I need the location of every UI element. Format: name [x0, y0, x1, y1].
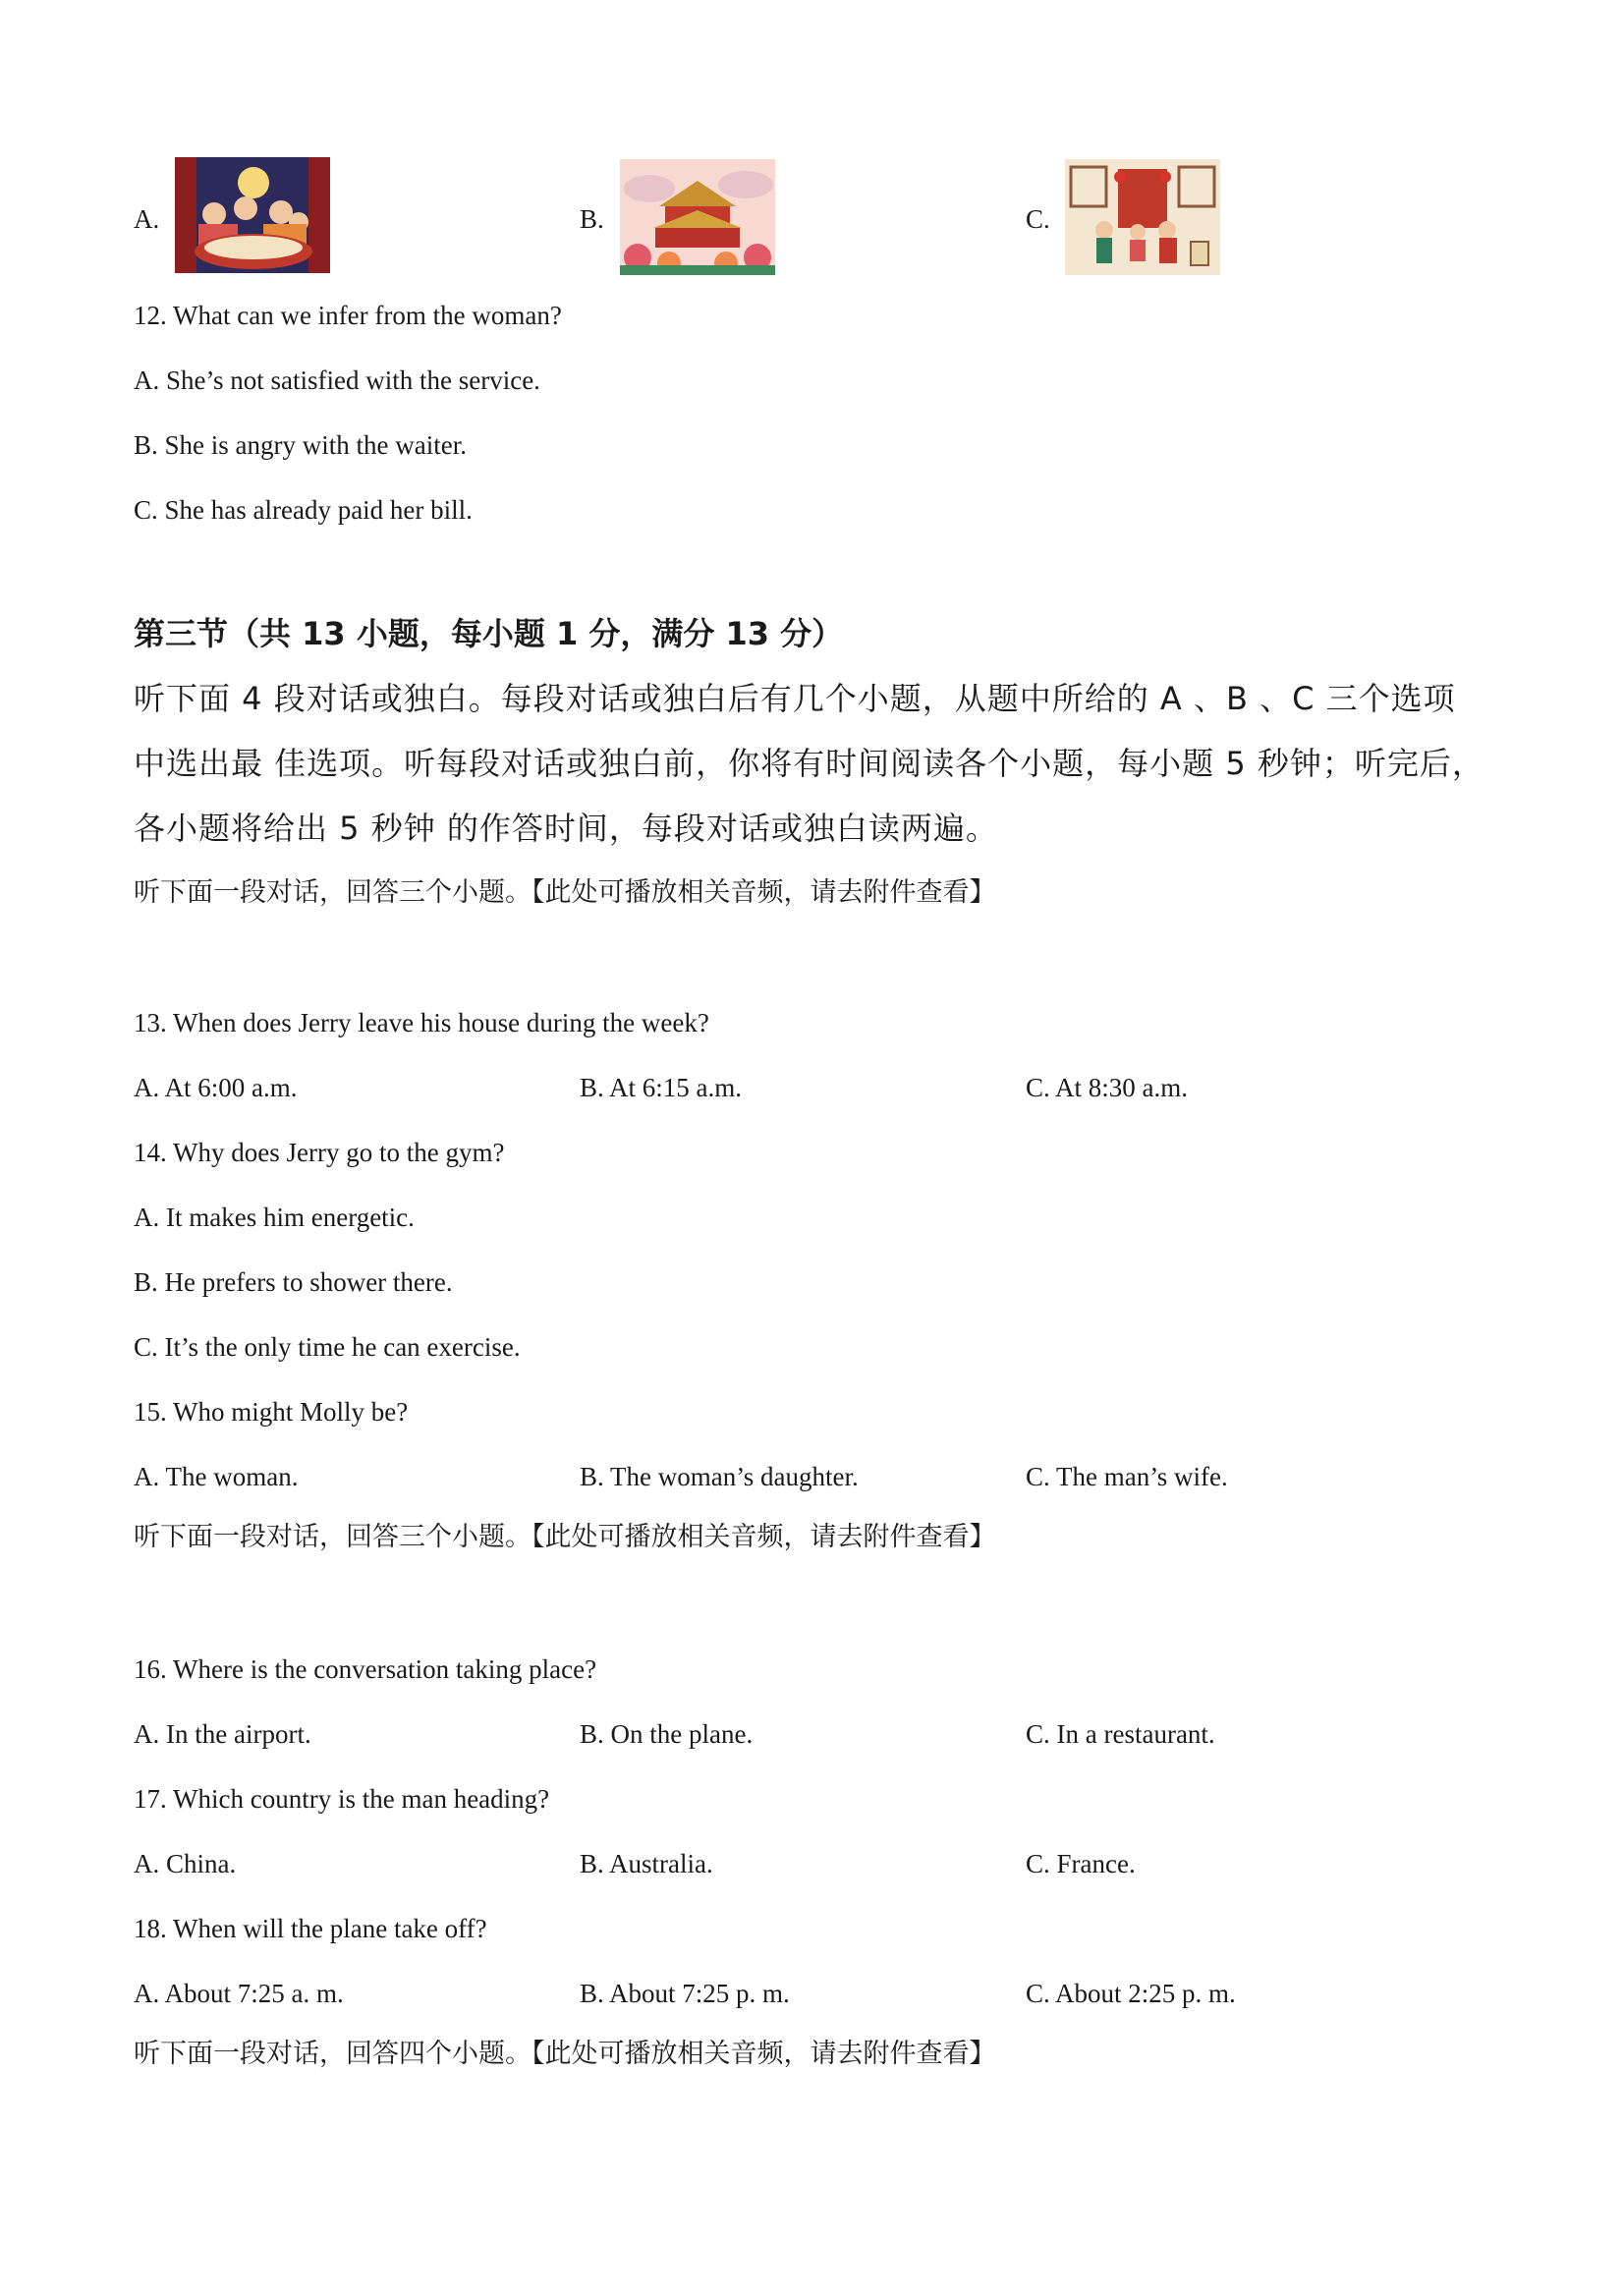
q16-option-c: C. In a restaurant. [1026, 1719, 1215, 1749]
q11-option-b-letter: B. [580, 204, 604, 234]
question-18: 18. When will the plane take off? [134, 1914, 487, 1943]
q11-option-c-picture [1065, 159, 1220, 275]
q16-option-a: A. In the airport. [134, 1719, 311, 1749]
q15-option-b: B. The woman’s daughter. [580, 1462, 859, 1491]
q18-option-b: B. About 7:25 p. m. [580, 1979, 790, 2008]
question-16: 16. Where is the conversation taking place? [134, 1654, 597, 1684]
audio-note-1: 听下面一段对话，回答三个小题。【此处可播放相关音频，请去附件查看】 [134, 877, 996, 908]
audio-note-3: 听下面一段对话，回答四个小题。【此处可播放相关音频，请去附件查看】 [134, 2039, 996, 2069]
q12-option-b: B. She is angry with the waiter. [134, 430, 467, 460]
q17-option-b: B. Australia. [580, 1849, 713, 1878]
palace-illustration [620, 159, 775, 275]
section-3-instruction-line-1: 听下面 4 段对话或独白。每段对话或独白后有几个小题，从题中所给的 A 、B 、C 三个选项 [134, 680, 1456, 717]
question-12: 12. What can we infer from the woman? [134, 301, 562, 330]
q14-option-b: B. He prefers to shower there. [134, 1267, 453, 1297]
question-14: 14. Why does Jerry go to the gym? [134, 1138, 505, 1167]
q15-option-c: C. The man’s wife. [1026, 1462, 1228, 1491]
q18-option-a: A. About 7:25 a. m. [134, 1979, 344, 2008]
question-13: 13. When does Jerry leave his house during the week? [134, 1008, 709, 1037]
q17-option-c: C. France. [1026, 1849, 1136, 1878]
q13-option-a: A. At 6:00 a.m. [134, 1073, 298, 1102]
q14-option-c: C. It’s the only time he can exercise. [134, 1332, 521, 1362]
q11-option-b-picture [620, 159, 775, 275]
q11-option-a-picture [175, 157, 330, 273]
q13-option-b: B. At 6:15 a.m. [580, 1073, 743, 1102]
q13-option-c: C. At 8:30 a.m. [1026, 1073, 1189, 1102]
q18-option-c: C. About 2:25 p. m. [1026, 1979, 1236, 2008]
q12-option-c: C. She has already paid her bill. [134, 495, 473, 525]
q12-option-a: A. She’s not satisfied with the service. [134, 365, 540, 395]
family-at-door-illustration [1065, 159, 1220, 275]
q11-option-a-letter: A. [134, 204, 160, 234]
q16-option-b: B. On the plane. [580, 1719, 754, 1749]
question-15: 15. Who might Molly be? [134, 1397, 409, 1427]
section-3-title: 第三节（共 13 小题，每小题 1 分，满分 13 分） [134, 615, 844, 652]
q14-option-a: A. It makes him energetic. [134, 1203, 415, 1232]
q11-option-c-letter: C. [1026, 204, 1050, 234]
section-3-instruction-line-3: 各小题将给出 5 秒钟 的作答时间，每段对话或独白读两遍。 [134, 810, 998, 847]
audio-note-2: 听下面一段对话，回答三个小题。【此处可播放相关音频，请去附件查看】 [134, 1522, 996, 1552]
section-3-instruction-line-2: 中选出最 佳选项。听每段对话或独白前，你将有时间阅读各个小题，每小题 5 秒钟；听完后， [134, 745, 1484, 782]
q15-option-a: A. The woman. [134, 1462, 299, 1491]
family-dinner-illustration [175, 157, 330, 273]
question-17: 17. Which country is the man heading? [134, 1784, 550, 1814]
q17-option-a: A. China. [134, 1849, 237, 1878]
